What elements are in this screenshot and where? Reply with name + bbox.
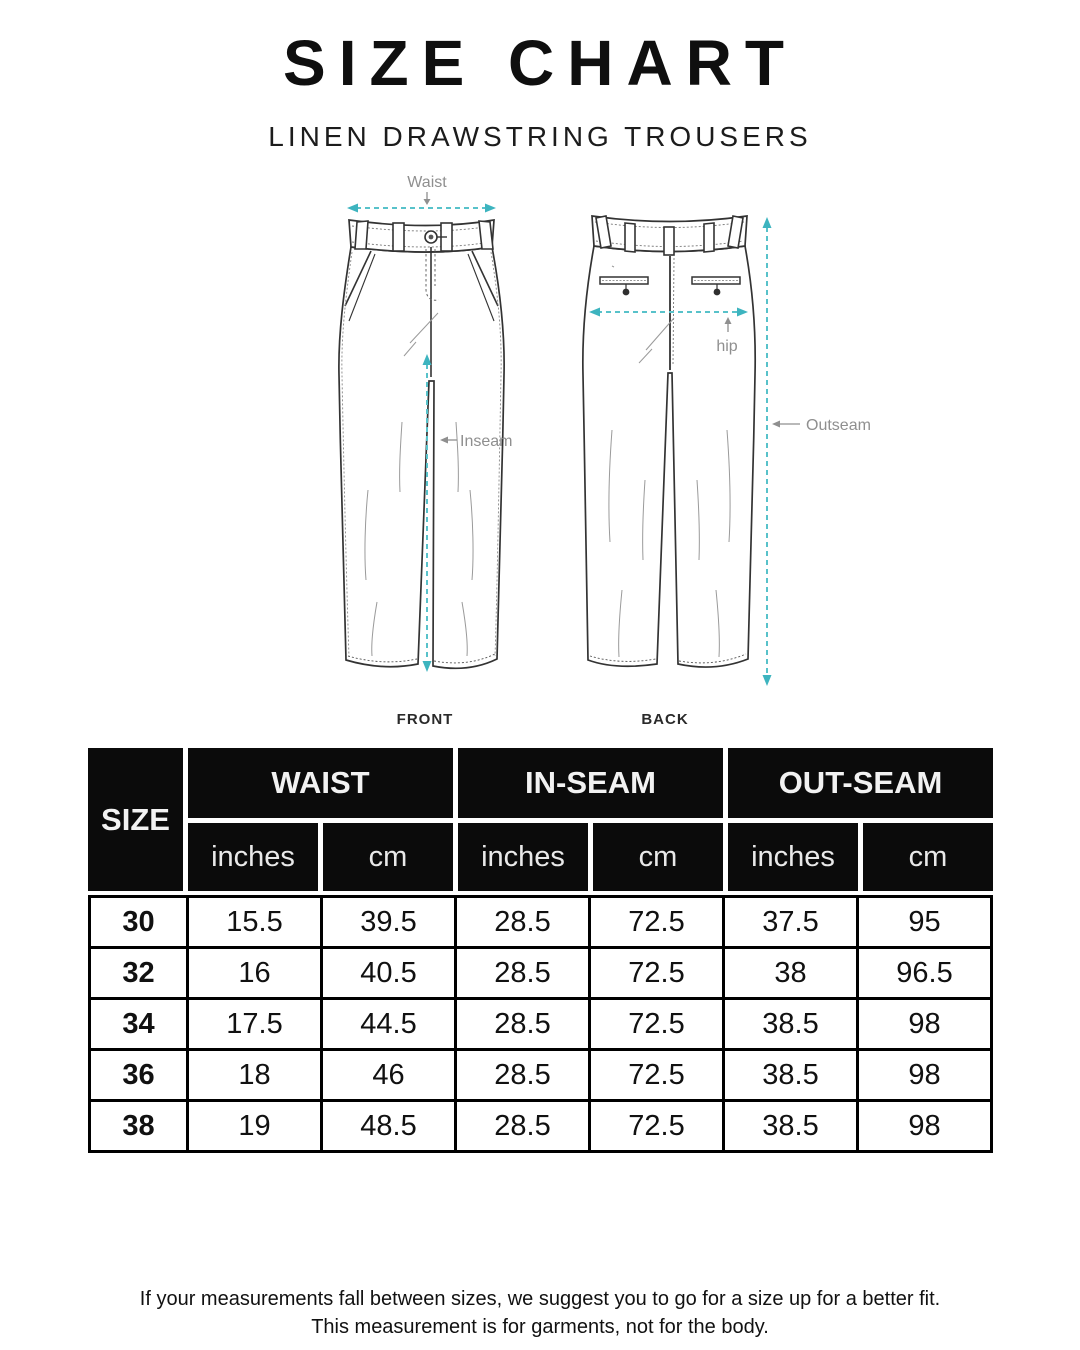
value-cell: 19 [188,1101,322,1152]
header-outseam-cm: cm [863,823,993,891]
value-cell: 17.5 [188,999,322,1050]
size-cell: 32 [90,948,188,999]
value-cell: 38.5 [724,999,858,1050]
size-table-body [88,895,993,1153]
value-cell: 72.5 [590,1101,724,1152]
inseam-label: Inseam [460,433,513,450]
value-cell: 28.5 [456,999,590,1050]
value-cell: 38.5 [724,1101,858,1152]
size-cell: 36 [90,1050,188,1101]
value-cell: 18 [188,1050,322,1101]
value-cell: 28.5 [456,948,590,999]
header-outseam-inches: inches [728,823,858,891]
value-cell: 28.5 [456,1101,590,1152]
front-caption: FRONT [396,711,454,728]
value-cell: 95 [858,897,992,948]
table-row [90,1050,992,1101]
header-size: SIZE [88,748,183,891]
table-row [90,948,992,999]
header-inseam-cm: cm [593,823,723,891]
value-cell: 44.5 [322,999,456,1050]
value-cell: 96.5 [858,948,992,999]
table-row [90,1101,992,1152]
header-waist: WAIST [188,748,453,818]
footer-note [0,1285,1080,1341]
value-cell: 38 [724,948,858,999]
value-cell: 40.5 [322,948,456,999]
table-row [90,999,992,1050]
value-cell: 72.5 [590,1050,724,1101]
size-table-header [88,748,993,891]
header-inseam: IN-SEAM [458,748,723,818]
footer-line-2: This measurement is for garments, not for the body. [311,1316,769,1338]
outseam-measure-arrow [763,217,871,686]
header-waist-cm: cm [323,823,453,891]
waist-label: Waist [407,174,447,191]
size-cell: 30 [90,897,188,948]
value-cell: 38.5 [724,1050,858,1101]
page-title: SIZE CHART [283,27,797,99]
size-cell: 34 [90,999,188,1050]
outseam-label: Outseam [806,417,871,434]
hip-label: hip [716,338,738,355]
size-table [88,748,993,1153]
waist-measure-arrow [347,174,496,213]
value-cell: 72.5 [590,999,724,1050]
size-cell: 38 [90,1101,188,1152]
value-cell: 15.5 [188,897,322,948]
value-cell: 28.5 [456,897,590,948]
value-cell: 98 [858,1101,992,1152]
value-cell: 46 [322,1050,456,1101]
value-cell: 98 [858,1050,992,1101]
value-cell: 28.5 [456,1050,590,1101]
page-subtitle: LINEN DRAWSTRING TROUSERS [268,121,812,152]
value-cell: 72.5 [590,897,724,948]
value-cell: 72.5 [590,948,724,999]
trousers-back-sketch [583,216,755,667]
value-cell: 16 [188,948,322,999]
back-caption: BACK [641,711,689,728]
header-outseam: OUT-SEAM [728,748,993,818]
trousers-diagram [0,170,1080,730]
table-row [90,897,992,948]
header-inseam-inches: inches [458,823,588,891]
header-waist-inches: inches [188,823,318,891]
value-cell: 98 [858,999,992,1050]
value-cell: 37.5 [724,897,858,948]
value-cell: 39.5 [322,897,456,948]
value-cell: 48.5 [322,1101,456,1152]
footer-line-1: If your measurements fall between sizes, we suggest you to go for a size up for a better fit. [139,1288,941,1310]
